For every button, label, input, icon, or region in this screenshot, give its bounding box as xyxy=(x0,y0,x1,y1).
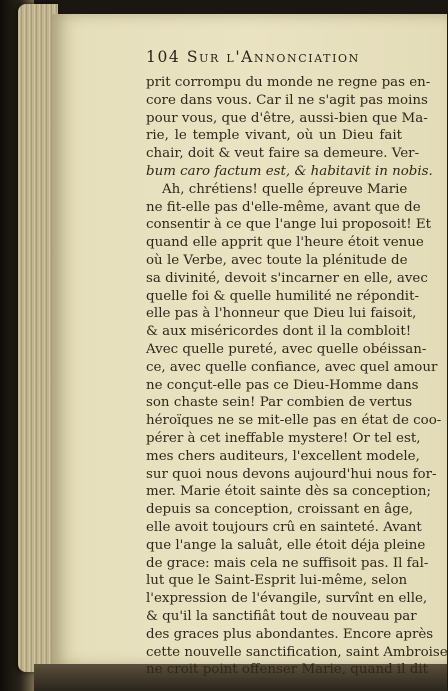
text-line: lut que le Saint-Esprit lui-même, selon xyxy=(146,573,408,589)
text-line: quelle foi & quelle humilité ne répondit- xyxy=(146,288,419,304)
text-line: elle avoit toujours crû en sainteté. Avant xyxy=(146,519,422,535)
text-line: chair, doit & veut faire sa demeure. Ver- xyxy=(146,146,420,162)
text-line: son chaste sein! Par combien de vertus xyxy=(146,395,413,411)
text-line: pour vous, que d'être, aussi-bien que Ma- xyxy=(146,110,428,126)
text-line: l'expression de l'évangile, survînt en elle, xyxy=(146,591,428,607)
text-line: & aux miséricordes dont il la combloit! xyxy=(146,324,412,340)
text-line: où le Verbe, avec toute la plénitude de xyxy=(146,252,408,268)
body-text xyxy=(146,74,448,679)
text-line: depuis sa conception, croissant en âge, xyxy=(146,502,414,518)
text-line: core dans vous. Car il ne s'agit pas moins xyxy=(146,92,428,108)
text-line: & qu'il la sanctifiât tout de nouveau par xyxy=(146,608,417,624)
text-line: mer. Marie étoit sainte dès sa conception; xyxy=(146,484,432,500)
text-line: mes chers auditeurs, l'excellent modele, xyxy=(146,448,420,464)
text-line: quand elle apprit que l'heure étoit venue xyxy=(146,235,424,251)
text-line: pérer à cet ineffable mystere! Or tel est, xyxy=(146,430,421,446)
running-header: 104 Sur l'Annonciation xyxy=(146,48,360,66)
text-line: rie, le temple vivant, où un Dieu fait xyxy=(146,128,402,144)
text-line: des graces plus abondantes. Encore après xyxy=(146,626,434,642)
text-line: consentir à ce que l'ange lui proposoit! Et xyxy=(146,217,432,233)
text-line: sa divinité, devoit s'incarner en elle, avec xyxy=(146,270,428,286)
text-line: prit corrompu du monde ne regne pas en- xyxy=(146,75,431,90)
text-line: ce, avec quelle confiance, avec quel amour xyxy=(146,359,438,375)
text-line: de grace: mais cela ne suffisoit pas. Il fal- xyxy=(146,555,429,571)
text-line: ne fit-elle pas d'elle-même, avant que de xyxy=(146,199,421,215)
text-line: cette nouvelle sanctification, saint Ambroise xyxy=(146,644,448,660)
text-line: ne croit point offenser Marie, quand il dit xyxy=(146,662,428,678)
text-line: ne conçut-elle pas ce Dieu-Homme dans xyxy=(146,377,419,393)
text-line: sur quoi nous devons aujourd'hui nous for- xyxy=(146,466,437,482)
text-line: Avec quelle pureté, avec quelle obéissan- xyxy=(146,341,427,357)
text-line: héroïques ne se mit-elle pas en état de coo- xyxy=(146,413,442,429)
text-line: elle pas à l'honneur que Dieu lui faisoit, xyxy=(146,306,417,322)
text-line: Ah, chrétiens! quelle épreuve Marie xyxy=(162,181,408,197)
text-line: que l'ange la saluât, elle étoit déja pleine xyxy=(146,537,426,553)
text-line: bum caro factum est, & habitavit in nobis. xyxy=(146,163,433,179)
